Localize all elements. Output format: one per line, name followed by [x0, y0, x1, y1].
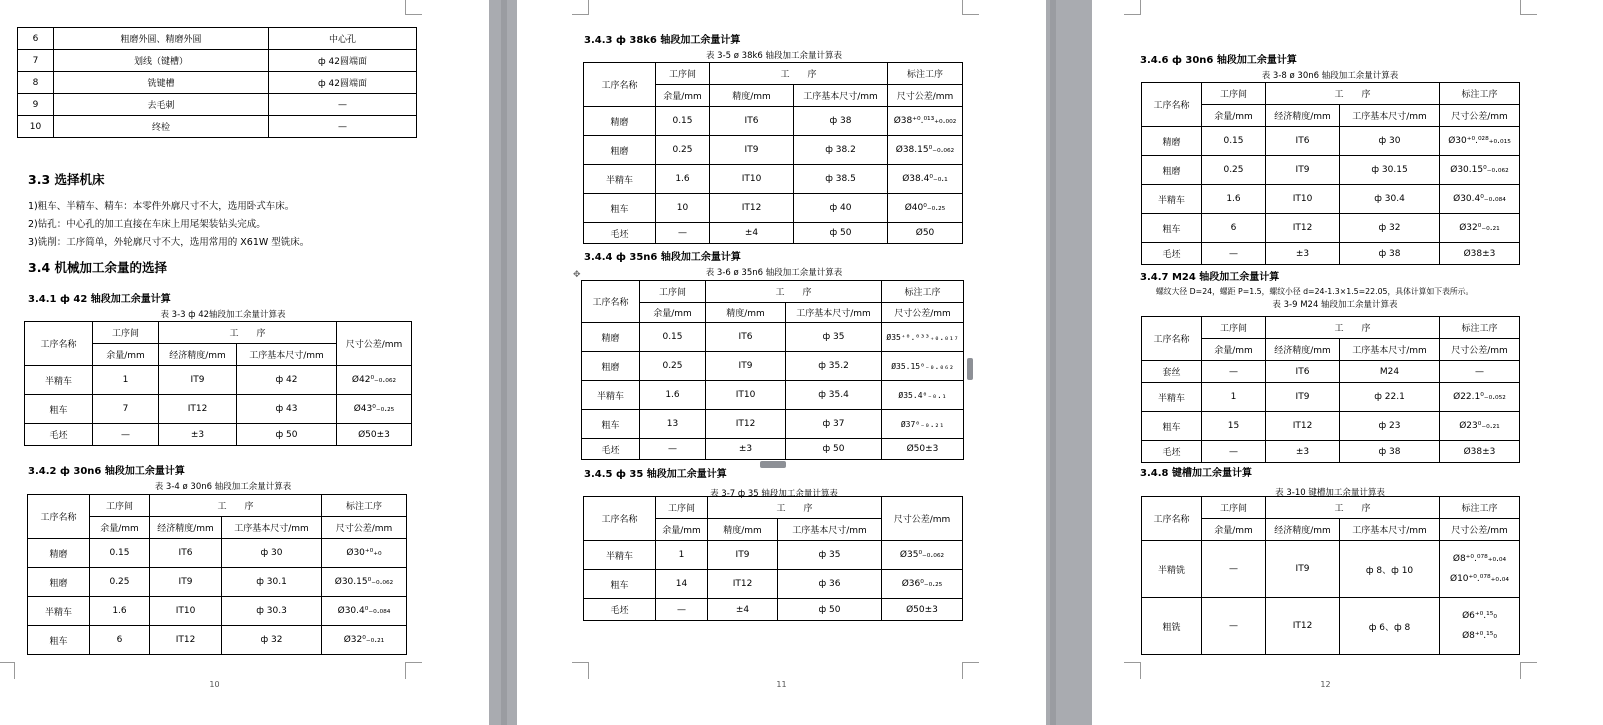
cell: 毛坯: [25, 424, 93, 446]
cell: ф 23: [1340, 412, 1440, 441]
cell: Ø32⁰₋₀.₂₁: [1440, 214, 1520, 243]
cell: ф 30: [222, 539, 322, 568]
header-cell: 工序名称: [1142, 317, 1202, 361]
cell: 精磨: [582, 323, 640, 352]
cell: 粗磨: [28, 568, 90, 597]
page-gap-1: [489, 0, 517, 725]
cell: Ø35.4⁰₋₀.₁: [882, 381, 964, 410]
header-cell: 工序名称: [584, 63, 656, 107]
paragraph: 1)粗车、半精车、精车：本零件外廓尺寸不大，选用卧式车床。: [28, 201, 295, 212]
cell: IT10: [150, 597, 222, 626]
cell: —: [1202, 541, 1266, 598]
cell: IT12: [1266, 412, 1340, 441]
table-caption: 表 3-3 ф 42轴段加工余量计算表: [160, 310, 286, 320]
table-caption: 表 3-8 ø 30n6 轴段加工余量计算表: [1261, 71, 1399, 81]
header-cell: 经济精度/mm: [159, 344, 237, 366]
cell: IT9: [1266, 156, 1340, 185]
cell: ф 38: [1340, 243, 1440, 265]
cell: 0.25: [640, 352, 706, 381]
cell: IT9: [710, 136, 794, 165]
header-cell: 尺寸公差/mm: [1440, 519, 1520, 541]
cell: —: [269, 116, 417, 138]
cell: 粗车: [582, 410, 640, 439]
header-cell: 工 序: [708, 497, 882, 519]
header-cell: 经济精度/mm: [1266, 339, 1340, 361]
cell: 粗磨: [1142, 156, 1202, 185]
cell: 半精车: [584, 541, 656, 570]
table-3-9: [1141, 316, 1520, 463]
header-cell: 尺寸公差/mm: [337, 322, 412, 366]
cell: ф 50: [778, 599, 882, 621]
header-cell: 经济精度/mm: [150, 517, 222, 539]
cell: 1: [656, 541, 708, 570]
header-cell: 精度/mm: [710, 85, 794, 107]
cell: 终检: [54, 116, 269, 138]
cell: 粗磨: [582, 352, 640, 381]
cell: 粗车: [28, 626, 90, 655]
cell: 半精铣: [1142, 541, 1202, 598]
section-3-4-5: [584, 465, 964, 500]
cell: 0.25: [656, 136, 710, 165]
cell: 精磨: [28, 539, 90, 568]
cell: IT12: [159, 395, 237, 424]
cell: 粗车: [25, 395, 93, 424]
cell: ф 38: [794, 107, 888, 136]
cell: 7: [93, 395, 159, 424]
subsection-heading: 3.4.8 键槽加工余量计算: [1140, 468, 1252, 479]
paragraph: 3)铣削：工序简单，外轮廓尺寸不大，选用常用的 X61W 型铣床。: [28, 237, 310, 248]
section-3-4-4: [584, 248, 964, 279]
header-cell: 工序基本尺寸/mm: [786, 303, 882, 323]
cell: Ø30.15⁰₋₀.₀₆₂: [1440, 156, 1520, 185]
header-cell: 标注工序: [322, 495, 407, 517]
table-caption: 表 3-5 ø 38k6 轴段加工余量计算表: [705, 51, 843, 61]
crop-mark: [962, 0, 979, 15]
header-cell: 工 序: [706, 281, 882, 303]
header-cell: 工序基本尺寸/mm: [1340, 339, 1440, 361]
cell: Ø30.4⁰₋₀.₀₈₄: [322, 597, 407, 626]
header-cell: 标注工序: [1440, 83, 1520, 105]
cell: ф 32: [1340, 214, 1440, 243]
cell: 1.6: [656, 165, 710, 194]
cell: ±3: [1266, 441, 1340, 463]
cell: —: [1202, 441, 1266, 463]
cell: ±3: [1266, 243, 1340, 265]
cell: M24: [1340, 361, 1440, 383]
cell: 粗磨外圆、精磨外圆: [54, 28, 269, 50]
cell: 毛坯: [582, 439, 640, 460]
table-3-3: [24, 321, 412, 446]
cell: 6: [1202, 214, 1266, 243]
table-caption: 表 3-6 ø 35n6 轴段加工余量计算表: [705, 268, 843, 278]
cell: Ø36⁰₋₀.₂₅: [882, 570, 963, 599]
cell: ф 8、ф 10: [1340, 541, 1440, 598]
cell: Ø35⁰₋₀.₀₆₂: [882, 541, 963, 570]
cell: IT10: [706, 381, 786, 410]
table-3-7: [583, 496, 963, 621]
cell: ф 30.4: [1340, 185, 1440, 214]
cell: 粗车: [1142, 412, 1202, 441]
crop-mark: [405, 662, 422, 679]
document-page-12: [1092, 0, 1603, 725]
cell: ф 32: [222, 626, 322, 655]
cell: IT9: [159, 366, 237, 395]
cell: 半精车: [28, 597, 90, 626]
cell: IT6: [706, 323, 786, 352]
header-cell: 尺寸公差/mm: [882, 303, 964, 323]
cell: 毛坯: [1142, 441, 1202, 463]
cell: IT12: [706, 410, 786, 439]
cell: 1: [1202, 383, 1266, 412]
header-cell: 尺寸公差/mm: [882, 497, 963, 541]
subsection-heading: 3.4.4 ф 35n6 轴段加工余量计算: [584, 252, 741, 263]
document-page-11: [517, 0, 1046, 725]
header-cell: 余量/mm: [656, 519, 708, 541]
section-3-3: [28, 170, 468, 276]
cell: 毛坯: [584, 599, 656, 621]
cell: 精磨: [1142, 127, 1202, 156]
cell: —: [656, 223, 710, 244]
header-cell: 标注工序: [888, 63, 963, 85]
header-cell: 工 序: [1266, 317, 1440, 339]
cell: ф 50: [794, 223, 888, 244]
header-cell: 尺寸公差/mm: [1440, 105, 1520, 127]
cell: 7: [18, 50, 54, 72]
cell: ф 35: [778, 541, 882, 570]
header-cell: 精度/mm: [708, 519, 778, 541]
cell: 8: [18, 72, 54, 94]
header-cell: 经济精度/mm: [1266, 105, 1340, 127]
cell: 中心孔: [269, 28, 417, 50]
cell: —: [93, 424, 159, 446]
cell: Ø30⁺⁰₊₀: [322, 539, 407, 568]
header-cell: 余量/mm: [656, 85, 710, 107]
cell: Ø42⁰₋₀.₀₆₂: [337, 366, 412, 395]
header-cell: 工序名称: [584, 497, 656, 541]
subsection-heading: 3.4.3 ф 38k6 轴段加工余量计算: [584, 35, 741, 46]
cell: ±4: [710, 223, 794, 244]
cell: ф 30.15: [1340, 156, 1440, 185]
cell: 1.6: [90, 597, 150, 626]
subsection-heading: 3.4.2 ф 30n6 轴段加工余量计算: [28, 466, 185, 477]
header-cell: 工序基本尺寸/mm: [1340, 519, 1440, 541]
cell: IT9: [708, 541, 778, 570]
header-cell: 工序间: [93, 322, 159, 344]
cell: Ø38±3: [1440, 441, 1520, 463]
cell: ф 40: [794, 194, 888, 223]
cell: ±3: [159, 424, 237, 446]
section-3-4-7: [1140, 268, 1530, 311]
document-page-10: [0, 0, 489, 725]
cell: 6: [90, 626, 150, 655]
cell: 0.15: [1202, 127, 1266, 156]
subsection-heading: 3.4.5 ф 35 轴段加工余量计算: [584, 469, 727, 480]
tolerance-value: Ø6⁺⁰.¹⁵₀: [1462, 611, 1497, 621]
cell: Ø50±3: [882, 439, 964, 460]
page-number: 12: [1320, 680, 1331, 689]
cell: Ø50±3: [337, 424, 412, 446]
cell: —: [269, 94, 417, 116]
cell: 14: [656, 570, 708, 599]
cell: 半精车: [584, 165, 656, 194]
cell: IT12: [710, 194, 794, 223]
header-cell: 工序基本尺寸/mm: [222, 517, 322, 539]
cell: ф 6、ф 8: [1340, 598, 1440, 655]
cell: 去毛刺: [54, 94, 269, 116]
paragraph: 螺纹大径 D=24，螺距 P=1.5，螺纹小径 d=24-1.3×1.5=22.05，具体计算如下表所示。: [1156, 287, 1474, 296]
header-cell: 工序名称: [28, 495, 90, 539]
table-caption: 表 3-7 ф 35 轴段加工余量计算表: [710, 489, 838, 499]
cell: ф 35.4: [786, 381, 882, 410]
cell: —: [656, 599, 708, 621]
cell: 9: [18, 94, 54, 116]
cell: 划线（键槽）: [54, 50, 269, 72]
header-cell: 工序基本尺寸/mm: [794, 85, 888, 107]
cell: Ø38⁺⁰.⁰¹³₊₀.₀₀₂: [888, 107, 963, 136]
cell: Ø50: [888, 223, 963, 244]
cell: IT6: [710, 107, 794, 136]
header-cell: 工序间: [1202, 497, 1266, 519]
cell: IT12: [1266, 214, 1340, 243]
page-gap-bar: [1050, 0, 1056, 725]
crop-mark: [572, 0, 589, 15]
cell: 6: [18, 28, 54, 50]
section-3-4-3: [584, 31, 964, 62]
cell: Ø35⁺⁰.⁰³³₊₀.₀₁₇: [882, 323, 964, 352]
cell: 13: [640, 410, 706, 439]
header-cell: 工序基本尺寸/mm: [1340, 105, 1440, 127]
header-cell: 余量/mm: [1202, 519, 1266, 541]
cell: Ø35.15⁰₋₀.₀₆₂: [882, 352, 964, 381]
cell: 1.6: [640, 381, 706, 410]
cell: ф 35.2: [786, 352, 882, 381]
header-cell: 工序基本尺寸/mm: [778, 519, 882, 541]
cell: IT9: [150, 568, 222, 597]
cell: 1: [93, 366, 159, 395]
cell: Ø32⁰₋₀.₂₁: [322, 626, 407, 655]
cell: 粗车: [584, 570, 656, 599]
table-3-10: [1141, 496, 1520, 655]
paragraph: 2)钻孔：中心孔的加工直接在车床上用尾架装钻头完成。: [28, 219, 266, 230]
cell: Ø38.15⁰₋₀.₀₆₂: [888, 136, 963, 165]
cell: —: [1202, 598, 1266, 655]
cell: Ø40⁰₋₀.₂₅: [888, 194, 963, 223]
cell: 10: [656, 194, 710, 223]
cell: Ø50±3: [882, 599, 963, 621]
table-move-handle-icon[interactable]: ✥: [573, 270, 581, 280]
cell: IT9: [1266, 383, 1340, 412]
subsection-heading: 3.4.7 M24 轴段加工余量计算: [1140, 272, 1280, 283]
tolerance-value: Ø10⁺⁰.⁰⁷⁸₊₀.₀₄: [1450, 574, 1510, 584]
cell: Ø43⁰₋₀.₂₅: [337, 395, 412, 424]
cell: Ø30.15⁰₋₀.₀₆₂: [322, 568, 407, 597]
cell: ф 42圆端面: [269, 72, 417, 94]
header-cell: 工 序: [710, 63, 888, 85]
cell: 铣键槽: [54, 72, 269, 94]
header-cell: 工序名称: [1142, 497, 1202, 541]
page-gap-2: [1046, 0, 1092, 725]
cell: ф 30: [1340, 127, 1440, 156]
header-cell: 工序间: [656, 497, 708, 519]
table-3-4: [27, 494, 407, 655]
cell: ф 38: [1340, 441, 1440, 463]
header-cell: 工序名称: [582, 281, 640, 323]
cell: 粗铣: [1142, 598, 1202, 655]
cell: Ø23⁰₋₀.₂₁: [1440, 412, 1520, 441]
header-cell: 工 序: [159, 322, 337, 344]
cell: 0.25: [1202, 156, 1266, 185]
cell: 套丝: [1142, 361, 1202, 383]
cell: 0.15: [640, 323, 706, 352]
header-cell: 余量/mm: [1202, 339, 1266, 361]
section-3-4-1: [28, 290, 418, 321]
header-cell: 工序间: [640, 281, 706, 303]
cell: ф 37: [786, 410, 882, 439]
subsection-heading: 3.4.1 ф 42 轴段加工余量计算: [28, 294, 171, 305]
table-3-6: [581, 280, 964, 460]
cell: 毛坯: [584, 223, 656, 244]
table-3-8: [1141, 82, 1520, 265]
cell: 半精车: [25, 366, 93, 395]
cell: Ø30.4⁰₋₀.₀₈₄: [1440, 185, 1520, 214]
cell: 粗磨: [584, 136, 656, 165]
cell: 0.25: [90, 568, 150, 597]
header-cell: 工序间: [656, 63, 710, 85]
crop-mark: [1520, 662, 1537, 679]
cell: ±3: [706, 439, 786, 460]
cell: ф 30.3: [222, 597, 322, 626]
cell: ±4: [708, 599, 778, 621]
cell: 粗车: [584, 194, 656, 223]
cell: ф 50: [786, 439, 882, 460]
section-3-4-8: [1140, 464, 1520, 499]
cell: ф 42圆端面: [269, 50, 417, 72]
cell: IT10: [710, 165, 794, 194]
header-cell: 工序间: [1202, 83, 1266, 105]
header-cell: 工序名称: [1142, 83, 1202, 127]
header-cell: 工序间: [1202, 317, 1266, 339]
crop-mark: [1124, 662, 1141, 679]
cell: IT6: [1266, 127, 1340, 156]
table-resize-handle-icon[interactable]: [967, 358, 973, 380]
cell: 精磨: [584, 107, 656, 136]
crop-mark: [572, 662, 589, 679]
cell: IT10: [1266, 185, 1340, 214]
header-cell: 精度/mm: [706, 303, 786, 323]
cell: ф 38.2: [794, 136, 888, 165]
cell: IT12: [150, 626, 222, 655]
section-3-4-6: [1140, 51, 1520, 82]
cell: IT9: [1266, 541, 1340, 598]
header-cell: 余量/mm: [93, 344, 159, 366]
cell: Ø30⁺⁰.⁰²⁸₊₀.₀₁₅: [1440, 127, 1520, 156]
header-cell: 工 序: [150, 495, 322, 517]
cell: ф 36: [778, 570, 882, 599]
process-table-tail: [17, 27, 417, 138]
header-cell: 尺寸公差/mm: [888, 85, 963, 107]
cell: [1440, 541, 1520, 598]
cell: ф 43: [237, 395, 337, 424]
page-number: 10: [209, 680, 220, 689]
cell: IT12: [708, 570, 778, 599]
cell: 10: [18, 116, 54, 138]
cell: ф 30.1: [222, 568, 322, 597]
page-number: 11: [776, 680, 787, 689]
header-cell: 工序名称: [25, 322, 93, 366]
crop-mark: [1520, 0, 1537, 15]
cell: 粗车: [1142, 214, 1202, 243]
cell: Ø38.4⁰₋₀.₁: [888, 165, 963, 194]
header-cell: 经济精度/mm: [1266, 519, 1340, 541]
cell: Ø37⁰₋₀.₂₁: [882, 410, 964, 439]
cell: Ø38±3: [1440, 243, 1520, 265]
header-cell: 标注工序: [1440, 317, 1520, 339]
header-cell: 工 序: [1266, 83, 1440, 105]
crop-mark: [0, 662, 15, 679]
crop-mark: [1124, 0, 1141, 15]
cell: ф 35: [786, 323, 882, 352]
cell: 毛坯: [1142, 243, 1202, 265]
header-cell: 标注工序: [882, 281, 964, 303]
header-cell: 尺寸公差/mm: [1440, 339, 1520, 361]
cell: IT9: [706, 352, 786, 381]
cell: Ø22.1⁰₋₀.₀₅₂: [1440, 383, 1520, 412]
cell: —: [1202, 361, 1266, 383]
cell: —: [640, 439, 706, 460]
table-caption: 表 3-4 ø 30n6 轴段加工余量计算表: [154, 482, 292, 492]
cell: IT6: [1266, 361, 1340, 383]
table-3-5: [583, 62, 963, 244]
cell: ф 38.5: [794, 165, 888, 194]
section-heading: 3.4 机械加工余量的选择: [28, 260, 167, 275]
cell: ф 50: [237, 424, 337, 446]
cell: 15: [1202, 412, 1266, 441]
crop-mark: [405, 0, 422, 15]
cell: IT6: [150, 539, 222, 568]
cell: 半精车: [1142, 383, 1202, 412]
cell: 0.15: [90, 539, 150, 568]
cell: [1440, 598, 1520, 655]
header-cell: 标注工序: [1440, 497, 1520, 519]
header-cell: 工序基本尺寸/mm: [237, 344, 337, 366]
cell: ф 42: [237, 366, 337, 395]
section-3-4-2: [28, 462, 418, 493]
subsection-heading: 3.4.6 ф 30n6 轴段加工余量计算: [1140, 55, 1297, 66]
cell: IT12: [1266, 598, 1340, 655]
header-cell: 尺寸公差/mm: [322, 517, 407, 539]
header-cell: 余量/mm: [90, 517, 150, 539]
header-cell: 工 序: [1266, 497, 1440, 519]
section-heading: 3.3 选择机床: [28, 172, 105, 187]
tolerance-value: Ø8⁺⁰.¹⁵₀: [1462, 631, 1497, 641]
cell: 0.15: [656, 107, 710, 136]
cell: 半精车: [582, 381, 640, 410]
cell: —: [1440, 361, 1520, 383]
tolerance-value: Ø8⁺⁰.⁰⁷⁸₊₀.₀₄: [1452, 554, 1507, 564]
crop-mark: [962, 662, 979, 679]
cell: 半精车: [1142, 185, 1202, 214]
table-caption: 表 3-9 M24 轴段加工余量计算表: [1272, 300, 1398, 310]
header-cell: 余量/mm: [1202, 105, 1266, 127]
cell: —: [1202, 243, 1266, 265]
page-gap-bar: [501, 0, 507, 725]
table-caption: 表 3-10 键槽加工余量计算表: [1275, 488, 1385, 498]
header-cell: 余量/mm: [640, 303, 706, 323]
header-cell: 工序间: [90, 495, 150, 517]
cell: 1.6: [1202, 185, 1266, 214]
cell: ф 22.1: [1340, 383, 1440, 412]
